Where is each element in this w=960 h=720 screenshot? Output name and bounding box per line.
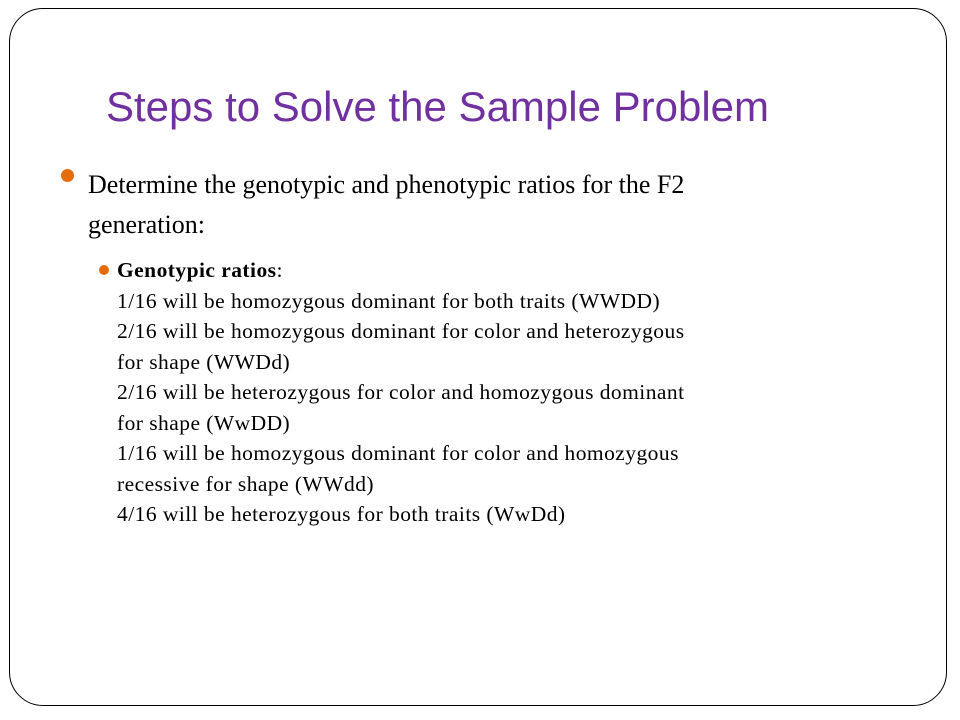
ratio-line: recessive for shape (WWdd) bbox=[117, 471, 375, 496]
slide-title: Steps to Solve the Sample Problem bbox=[106, 83, 770, 130]
sub-bullet-heading: Genotypic ratios bbox=[117, 258, 277, 282]
bullet-dot-icon bbox=[61, 169, 74, 182]
sub-bullet-heading-line bbox=[117, 255, 897, 286]
sub-bullet-dot-icon bbox=[99, 265, 109, 275]
bullet-text-line-2: generation: bbox=[88, 210, 205, 239]
ratio-line: for shape (WwDD) bbox=[117, 410, 291, 435]
ratio-line: 2/16 will be homozygous dominant for color and heterozygous bbox=[117, 319, 685, 343]
ratio-line: for shape (WWDd) bbox=[117, 349, 291, 374]
bullet-text-line-1: Determine the genotypic and phenotypic ratios for the F2 bbox=[88, 170, 685, 199]
bullet-text bbox=[88, 165, 878, 245]
ratio-line: 1/16 will be homozygous dominant for both traits (WWDD) bbox=[117, 288, 661, 313]
sub-bullet-heading-colon: : bbox=[276, 258, 283, 282]
ratio-line: 4/16 will be heterozygous for both traits (WwDd) bbox=[117, 502, 566, 526]
ratio-line: 2/16 will be heterozygous for color and homozygous dominant bbox=[117, 380, 685, 404]
ratio-line: 1/16 will be homozygous dominant for color and homozygous bbox=[117, 441, 679, 465]
sub-bullet-genotypic-ratios bbox=[117, 255, 897, 530]
